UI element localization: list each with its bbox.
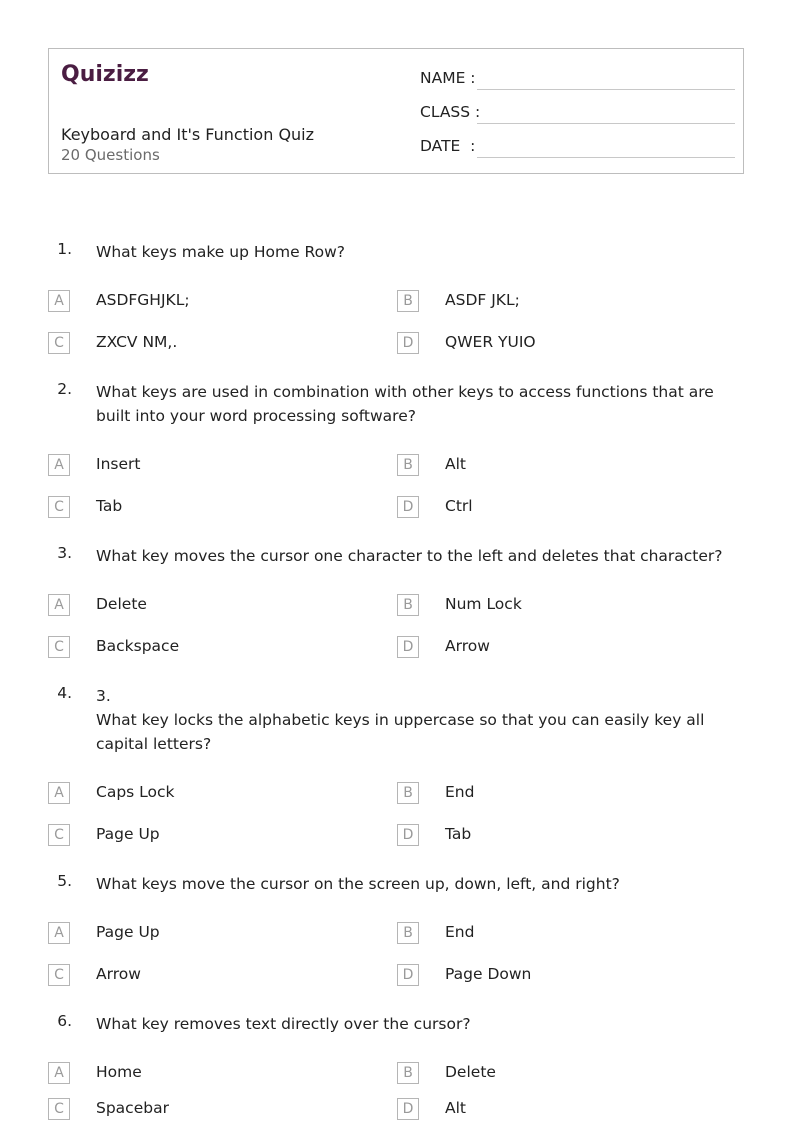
option-a-box[interactable]: A: [48, 290, 70, 312]
option-d-box[interactable]: D: [397, 636, 419, 658]
option-row: [0, 964, 794, 988]
option-b-box[interactable]: B: [397, 290, 419, 312]
option-d-box[interactable]: D: [397, 496, 419, 518]
question-text: What keys move the cursor on the screen up, down, left, and right?: [96, 875, 620, 893]
question-text: What key locks the alphabetic keys in uppercase so that you can easily key all capital letters?: [96, 711, 705, 753]
quiz-title: Keyboard and It's Function Quiz: [61, 125, 315, 144]
question-prefix: 3.: [96, 687, 111, 705]
option-c-text: Backspace: [96, 637, 180, 655]
question-number: 1.: [57, 240, 72, 258]
option-b-text: Num Lock: [445, 595, 522, 613]
option-a-box[interactable]: A: [48, 594, 70, 616]
quizizz-logo: [61, 59, 153, 87]
option-b-box[interactable]: B: [397, 782, 419, 804]
date-label: DATE :: [420, 137, 476, 155]
option-a-text: Insert: [96, 455, 141, 473]
option-d-text: Tab: [445, 825, 472, 843]
question-number: 3.: [57, 544, 72, 562]
option-b-box[interactable]: B: [397, 1062, 419, 1084]
option-a-text: Delete: [96, 595, 147, 613]
question-number: 6.: [57, 1012, 72, 1030]
option-b-text: ASDF JKL;: [445, 291, 520, 309]
option-row: [0, 1062, 794, 1086]
question-number: 4.: [57, 684, 72, 702]
option-row: [0, 1098, 794, 1122]
option-b-text: End: [445, 923, 475, 941]
question-text: What keys make up Home Row?: [96, 243, 346, 261]
option-b-box[interactable]: B: [397, 594, 419, 616]
option-a-text: Caps Lock: [96, 783, 175, 801]
option-a-text: ASDFGHJKL;: [96, 291, 190, 309]
date-line[interactable]: [477, 157, 735, 158]
option-a-text: Page Up: [96, 923, 160, 941]
question-text: What key removes text directly over the cursor?: [96, 1015, 471, 1033]
option-b-text: Alt: [445, 455, 466, 473]
question-text: What keys are used in combination with other keys to access functions that are built into your word processing software?: [96, 383, 714, 425]
option-row: [0, 782, 794, 806]
option-d-text: Page Down: [445, 965, 532, 983]
name-label: NAME :: [420, 69, 476, 87]
question-text: What key moves the cursor one character to the left and deletes that character?: [96, 547, 723, 565]
option-row: [0, 496, 794, 520]
question-number: 5.: [57, 872, 72, 890]
class-line[interactable]: [477, 123, 735, 124]
option-c-box[interactable]: C: [48, 332, 70, 354]
option-a-box[interactable]: A: [48, 454, 70, 476]
option-row: [0, 454, 794, 478]
option-d-box[interactable]: D: [397, 332, 419, 354]
option-c-text: Tab: [96, 497, 123, 515]
class-label: CLASS :: [420, 103, 481, 121]
question-number: 2.: [57, 380, 72, 398]
option-d-text: Ctrl: [445, 497, 473, 515]
option-row: [0, 594, 794, 618]
option-d-text: Alt: [445, 1099, 466, 1117]
question-count: 20 Questions: [61, 146, 160, 164]
option-d-text: QWER YUIO: [445, 333, 536, 351]
option-b-text: Delete: [445, 1063, 496, 1081]
option-c-box[interactable]: C: [48, 964, 70, 986]
name-line[interactable]: [477, 89, 735, 90]
option-d-text: Arrow: [445, 637, 490, 655]
option-row: [0, 636, 794, 660]
option-d-box[interactable]: D: [397, 824, 419, 846]
name-field[interactable]: [420, 69, 735, 91]
class-field[interactable]: [420, 103, 735, 125]
option-row: [0, 290, 794, 314]
date-field[interactable]: [420, 137, 735, 159]
option-row: [0, 332, 794, 356]
option-c-text: Arrow: [96, 965, 141, 983]
option-b-box[interactable]: B: [397, 454, 419, 476]
svg-text:Quizizz: Quizizz: [61, 62, 149, 87]
option-c-box[interactable]: C: [48, 1098, 70, 1120]
option-a-box[interactable]: A: [48, 782, 70, 804]
option-a-box[interactable]: A: [48, 922, 70, 944]
option-c-box[interactable]: C: [48, 496, 70, 518]
option-a-box[interactable]: A: [48, 1062, 70, 1084]
option-b-text: End: [445, 783, 475, 801]
option-c-text: Spacebar: [96, 1099, 169, 1117]
option-d-box[interactable]: D: [397, 964, 419, 986]
option-d-box[interactable]: D: [397, 1098, 419, 1120]
option-c-text: ZXCV NM,.: [96, 333, 178, 351]
option-row: [0, 824, 794, 848]
option-c-text: Page Up: [96, 825, 160, 843]
option-b-box[interactable]: B: [397, 922, 419, 944]
option-c-box[interactable]: C: [48, 636, 70, 658]
option-a-text: Home: [96, 1063, 142, 1081]
option-row: [0, 922, 794, 946]
worksheet-header: [48, 48, 744, 174]
option-c-box[interactable]: C: [48, 824, 70, 846]
